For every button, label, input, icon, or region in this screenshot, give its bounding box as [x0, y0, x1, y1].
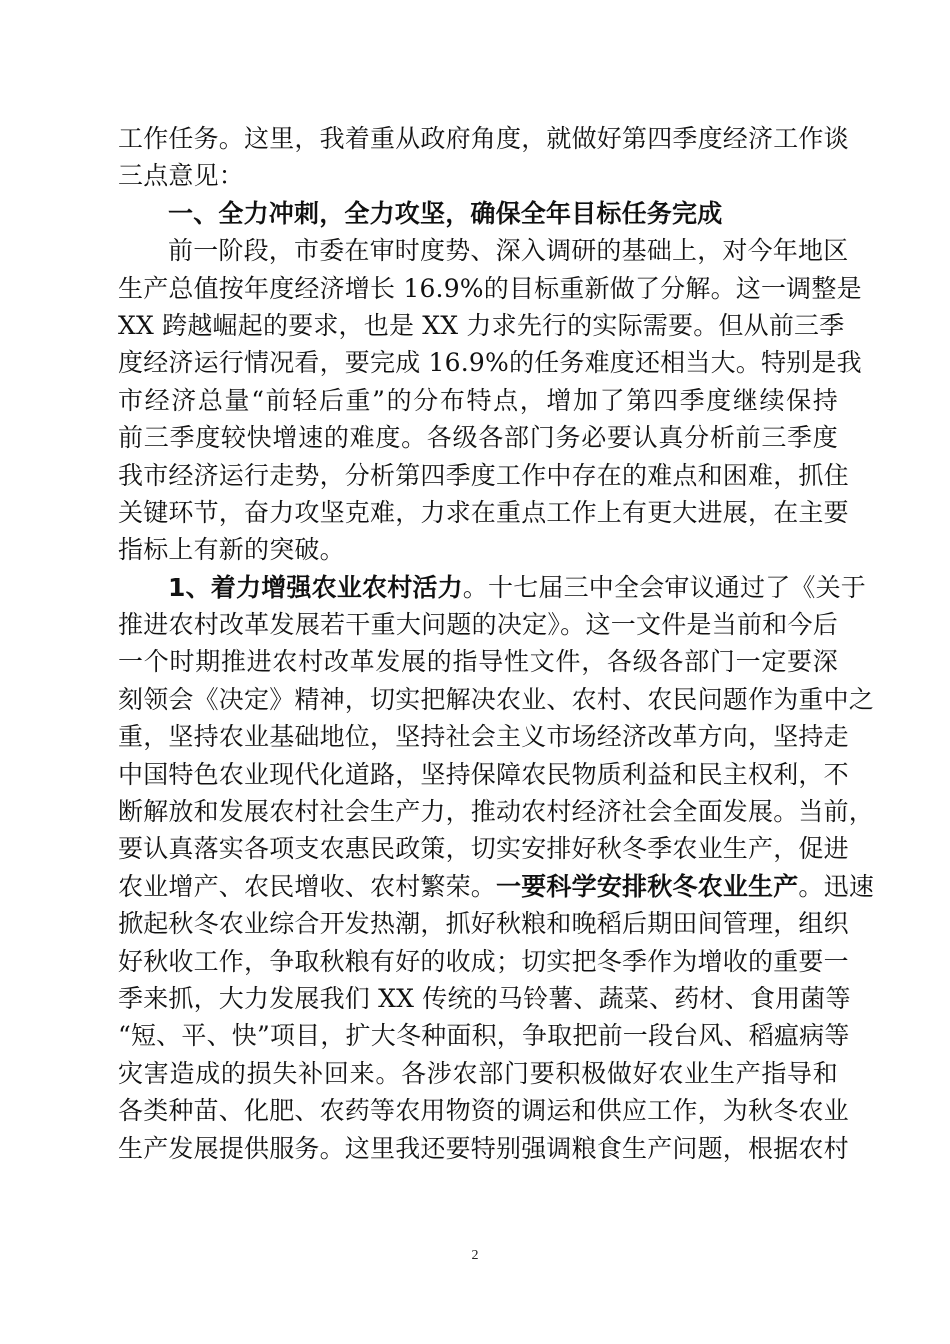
section-heading: 一、全力冲刺，全力攻坚，确保全年目标任务完成: [168, 198, 723, 228]
text-line: 推进农村改革发展若干重大问题的决定》。这一文件是当前和今后: [118, 610, 838, 640]
text-line: 各类种苗、化肥、农药等农用物资的调运和供应工作，为秋冬农业: [118, 1096, 849, 1126]
text-line: [118, 868, 875, 905]
text-line: 灾害造成的损失补回来。各涉农部门要积极做好农业生产指导和: [118, 1058, 838, 1088]
text-line: 生产总值按年度经济增长 16.9%的目标重新做了分解。这一调整是: [118, 273, 862, 303]
text-line: 中国特色农业现代化道路，坚持保障农民物质利益和民主权利，不: [118, 759, 849, 789]
emphasis-text: 一要科学安排秋冬农业生产: [496, 871, 799, 901]
text-line: 指标上有新的突破。: [118, 535, 345, 565]
text-line: 度经济运行情况看，要完成 16.9%的任务难度还相当大。特别是我: [118, 348, 862, 378]
text-line: XX 跨越崛起的要求，也是 XX 力求先行的实际需要。但从前三季: [118, 310, 845, 340]
text-line: 前一阶段，市委在审时度势、深入调研的基础上，对今年地区: [168, 236, 849, 266]
text-line: 前三季度较快增速的难度。各级各部门务必要认真分析前三季度: [118, 423, 838, 453]
text-line: “短、平、快”项目，扩大冬种面积，争取把前一段台风、稻瘟病等: [118, 1021, 850, 1051]
text-fragment: 。十七届三中全会审议通过了《关于: [462, 572, 866, 602]
text-line: 季来抓，大力发展我们 XX 传统的马铃薯、蔬菜、药材、食用菌等: [118, 983, 851, 1013]
text-line: 生产发展提供服务。这里我还要特别强调粮食生产问题，根据农村: [118, 1133, 849, 1163]
text-line: 我市经济运行走势，分析第四季度工作中存在的难点和困难，抓住: [118, 460, 849, 490]
text-line: 重，坚持农业基础地位，坚持社会主义市场经济改革方向，坚持走: [118, 722, 849, 752]
text-line: 刻领会《决定》精神，切实把解决农业、农村、农民问题作为重中之: [118, 684, 875, 714]
text-line: 好秋收工作，争取秋粮有好的收成；切实把冬季作为增收的重要一: [118, 946, 849, 976]
text-fragment: 。迅速: [798, 871, 875, 901]
page-number: 2: [471, 1248, 479, 1263]
text-line: 要认真落实各项支农惠民政策，切实安排好秋冬季农业生产，促进: [118, 834, 849, 864]
text-fragment: 农业增产、农民增收、农村繁荣。: [118, 871, 497, 901]
text-line: 断解放和发展农村社会生产力，推动农村经济社会全面发展。当前，: [118, 797, 875, 827]
body-text: [118, 120, 875, 1167]
text-line: 市经济总量“前轻后重”的分布特点，增加了第四季度继续保持: [118, 385, 838, 415]
text-line: 掀起秋冬农业综合开发热潮，抓好秋粮和晚稻后期田间管理，组织: [118, 909, 849, 939]
text-line: 一个时期推进农村改革发展的指导性文件，各级各部门一定要深: [118, 647, 838, 677]
subsection-heading: 1、着力增强农业农村活力: [168, 572, 463, 602]
text-line: 关键环节，奋力攻坚克难，力求在重点工作上有更大进展，在主要: [118, 497, 849, 527]
text-line: 三点意见：: [118, 161, 245, 191]
text-line: [118, 569, 866, 606]
text-line: 工作任务。这里，我着重从政府角度，就做好第四季度经济工作谈: [118, 124, 849, 153]
